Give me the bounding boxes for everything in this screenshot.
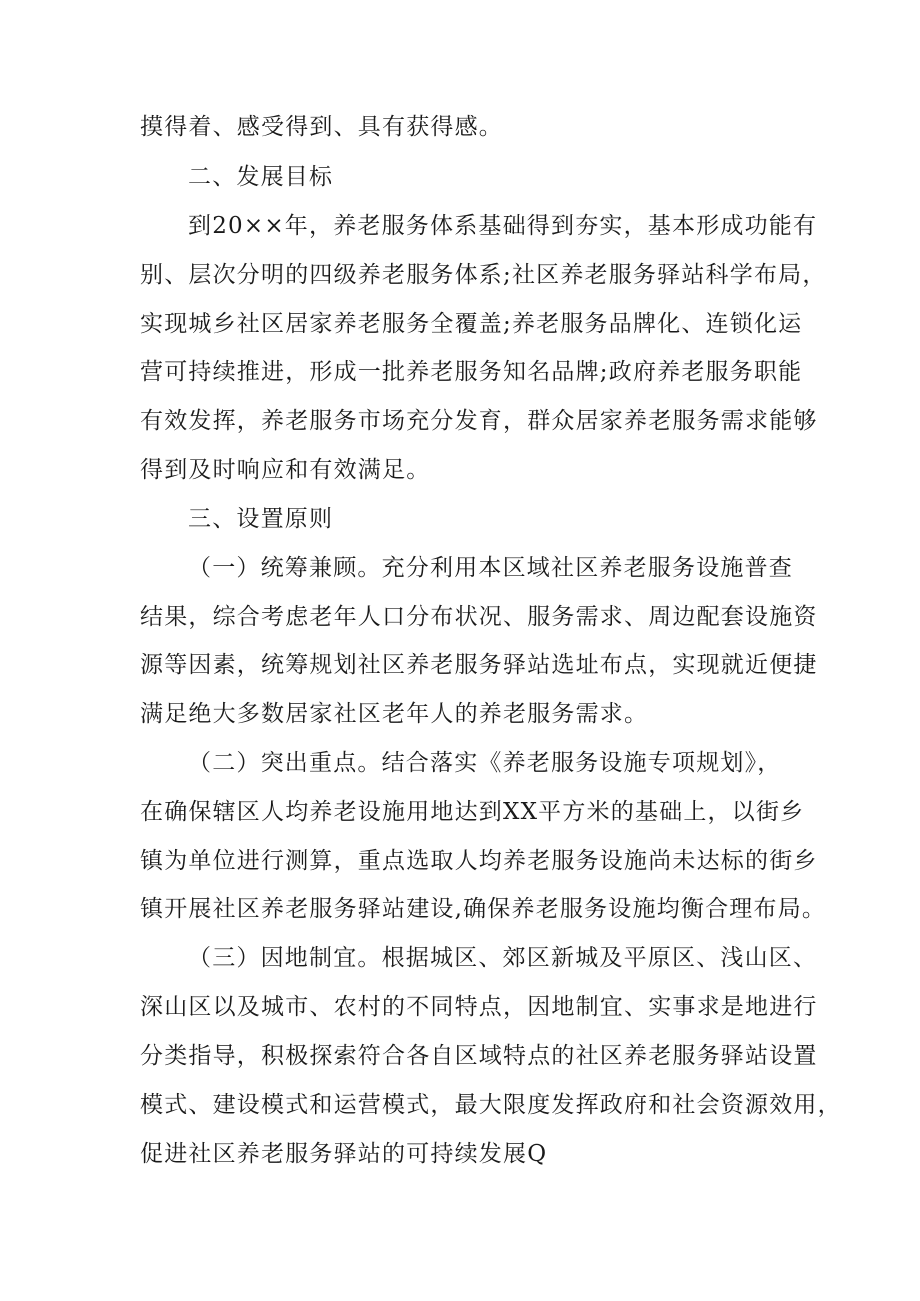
paragraph-line: 镇为单位进行测算，重点选取人均养老服务设施尚未达标的街乡 [140, 848, 818, 874]
paragraph-line: 有效发挥，养老服务市场充分发育，群众居家养老服务需求能够 [140, 408, 818, 434]
paragraph-line: 深山区以及城市、农村的不同特点，因地制宜、实事求是地进行 [140, 994, 818, 1020]
paragraph-line: （二）突出重点。结合落实《养老服务设施专项规划》， [188, 750, 782, 776]
paragraph-line: 源等因素，统筹规划社区养老服务驿站选址布点，实现就近便捷 [140, 652, 818, 678]
section-heading-principles: 三、设置原则 [188, 506, 334, 532]
paragraph-line: 到20××年，养老服务体系基础得到夯实，基本形成功能有 [188, 213, 818, 239]
section-heading-goals: 二、发展目标 [188, 164, 334, 190]
paragraph-line: 结果，综合考虑老年人口分布状况、服务需求、周边配套设施资 [140, 604, 818, 630]
paragraph-line: 促进社区养老服务驿站的可持续发展Q [140, 1141, 548, 1167]
paragraph-line: 营可持续推进，形成一批养老服务知名品牌;政府养老服务职能 [140, 359, 803, 385]
paragraph-line: 镇开展社区养老服务驿站建设,确保养老服务设施均衡合理布局。 [140, 896, 827, 922]
paragraph-line: 在确保辖区人均养老设施用地达到XX平方米的基础上，以街乡 [140, 799, 805, 825]
paragraph-line: 得到及时响应和有效满足。 [140, 457, 431, 483]
paragraph-line: 摸得着、感受得到、具有获得感。 [140, 114, 503, 140]
paragraph-line: （一）统筹兼顾。充分利用本区域社区养老服务设施普查 [188, 555, 793, 581]
paragraph-line: 满足绝大多数居家社区老年人的养老服务需求。 [140, 701, 649, 727]
paragraph-line: （三）因地制宜。根据城区、郊区新城及平原区、浅山区、 [188, 945, 818, 971]
paragraph-line: 分类指导，积极探索符合各自区域特点的社区养老服务驿站设置 [140, 1043, 818, 1069]
paragraph-line: 实现城乡社区居家养老服务全覆盖;养老服务品牌化、连锁化运 [140, 311, 803, 337]
paragraph-line: 模式、建设模式和运营模式，最大限度发挥政府和社会资源效用， [140, 1092, 842, 1118]
paragraph-line: 别、层次分明的四级养老服务体系;社区养老服务驿站科学布局， [140, 262, 827, 288]
